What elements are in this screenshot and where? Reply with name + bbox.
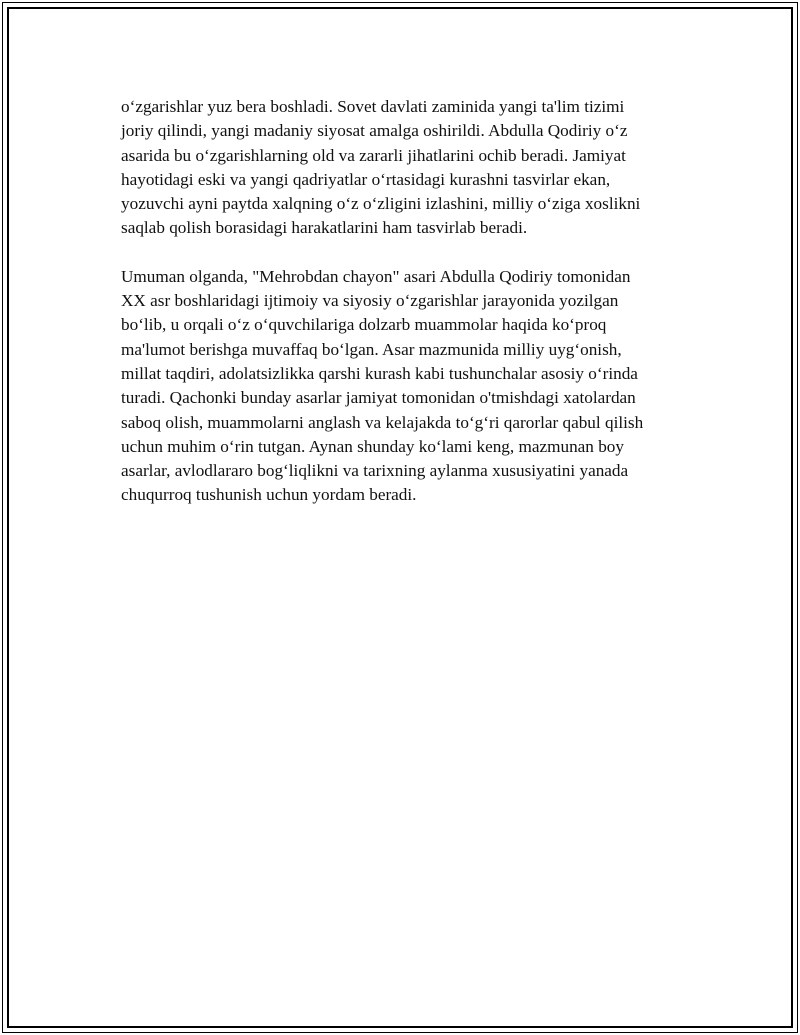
text-line: o‘zgarishlar yuz bera boshladi. Sovet davlati zaminida yangi ta'lim tizimi: [121, 97, 625, 116]
text-line: bo‘lib, u orqali o‘z o‘quvchilariga dolzarb muammolar haqida ko‘proq: [121, 315, 607, 335]
text-line: asarlar, avlodlararo bog‘liqlikni va tarixning aylanma xususiyatini yanada: [121, 461, 629, 481]
text-line: saboq olish, muammolarni anglash va kelajakda to‘g‘ri qarorlar qabul qilish: [121, 412, 644, 432]
text-line: chuqurroq tushunish uchun yordam beradi.: [121, 485, 417, 505]
text-line: joriy qilindi, yangi madaniy siyosat amalga oshirildi. Abdulla Qodiriy o‘z: [121, 121, 628, 141]
text-line: XX asr boshlaridagi ijtimoiy va siyosiy o‘zgarishlar jarayonida yozilgan: [121, 291, 619, 311]
text-line: millat taqdiri, adolatsizlikka qarshi kurash kabi tushunchalar asosiy o‘rinda: [121, 363, 638, 383]
paragraph-2: [121, 265, 691, 508]
text-line: hayotidagi eski va yangi qadriyatlar o‘rtasidagi kurashni tasvirlar ekan,: [121, 169, 611, 189]
text-line: turadi. Qachonki bunday asarlar jamiyat tomonidan o'tmishdagi xatolardan: [121, 388, 636, 408]
text-line: uchun muhim o‘rin tutgan. Aynan shunday ko‘lami keng, mazmunan boy: [121, 436, 624, 456]
text-line: Umuman olganda, "Mehrobdan chayon" asari Abdulla Qodiriy tomonidan: [121, 266, 631, 286]
text-line: yozuvchi ayni paytda xalqning o‘z o‘zligini izlashini, milliy o‘ziga xoslikni: [121, 194, 641, 214]
paragraph-1: [121, 95, 691, 241]
page-border: [2, 2, 798, 1033]
text-line: ma'lumot berishga muvaffaq bo‘lgan. Asar mazmunida milliy uyg‘onish,: [121, 339, 622, 359]
text-line: saqlab qolish borasidagi harakatlarini ham tasvirlab beradi.: [121, 218, 528, 238]
document-body: [121, 95, 691, 508]
text-line: asarida bu o‘zgarishlarning old va zararli jihatlarini ochib beradi. Jamiyat: [121, 145, 626, 165]
